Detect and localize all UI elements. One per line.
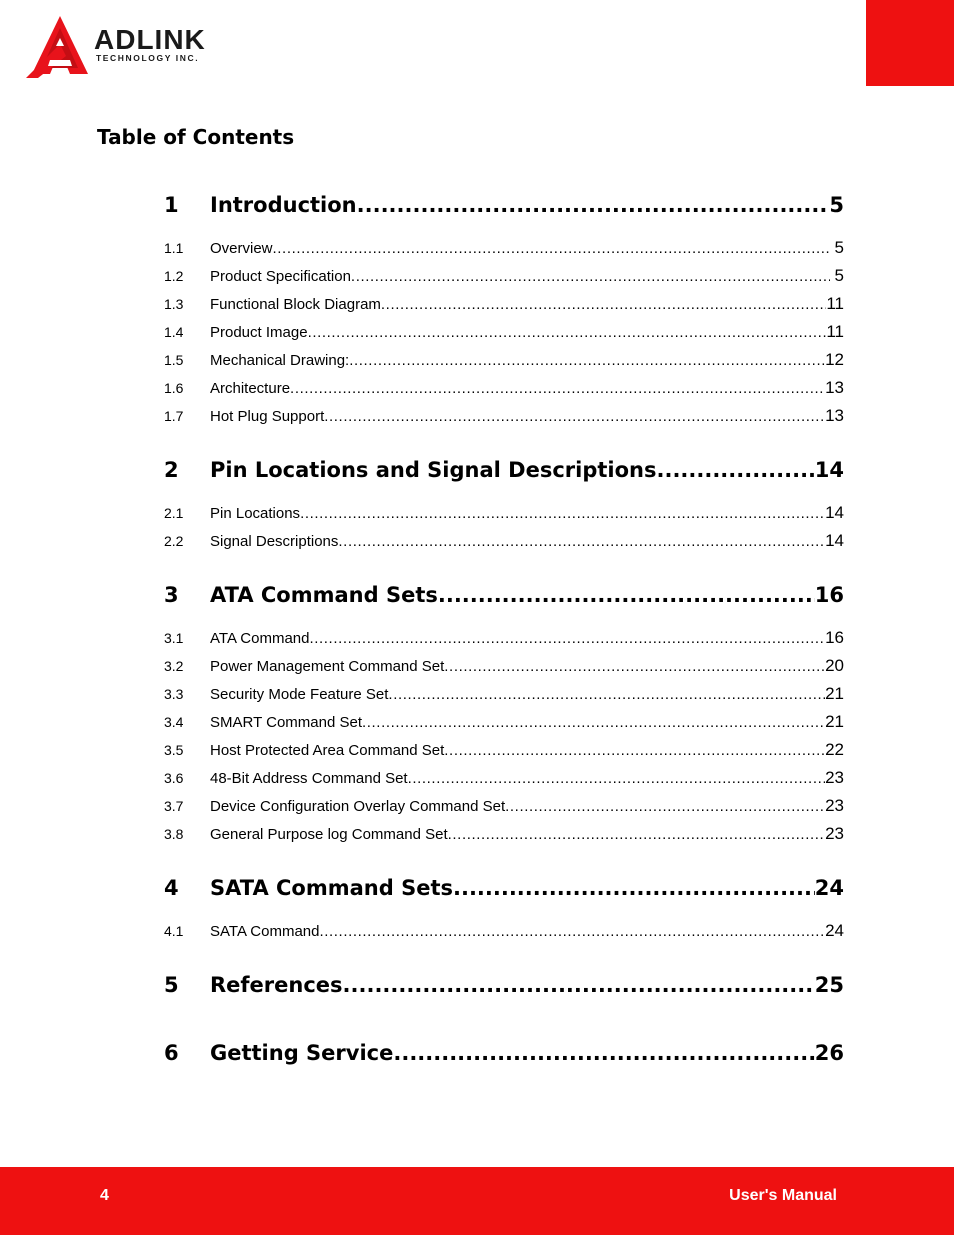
toc-section-entry[interactable]	[164, 656, 844, 676]
toc-entry-page: 23	[825, 824, 844, 843]
toc-dot-leader	[381, 296, 826, 313]
toc-entry-number: 1.3	[164, 296, 184, 312]
toc-entry-label: Mechanical Drawing:	[210, 352, 350, 369]
toc-section-entry[interactable]	[164, 350, 844, 370]
toc-entry-number: 3.8	[164, 826, 184, 842]
toc-entry-number: 1.1	[164, 240, 184, 256]
toc-entry-label: Functional Block Diagram	[210, 296, 381, 313]
toc-dot-leader	[393, 1041, 814, 1065]
toc-entry-page: 13	[825, 406, 844, 425]
toc-section-entry[interactable]	[164, 378, 844, 398]
toc-entry-number: 1.5	[164, 352, 184, 368]
toc-section-entry[interactable]	[164, 628, 844, 648]
toc-section-entry[interactable]	[164, 740, 844, 760]
toc-entry-label: Signal Descriptions	[210, 533, 339, 550]
toc-entry-label: Introduction	[210, 193, 357, 217]
toc-dot-leader	[351, 268, 830, 285]
header-red-block	[866, 0, 954, 86]
toc-dot-leader	[388, 686, 825, 703]
toc-entry-page: 24	[825, 921, 844, 940]
toc-entry-page: 23	[825, 796, 844, 815]
toc-entry-label: ATA Command	[210, 630, 310, 647]
toc-entry-number: 3.3	[164, 686, 184, 702]
toc-entry-number: 3	[164, 583, 179, 607]
adlink-logo	[26, 16, 236, 80]
toc-section-entry[interactable]	[164, 768, 844, 788]
toc-entry-page: 11	[826, 294, 844, 313]
toc-entry-page: 5	[829, 266, 844, 285]
toc-entry-number: 2.2	[164, 533, 184, 549]
toc-entry-number: 3.1	[164, 630, 184, 646]
toc-dot-leader	[343, 973, 815, 997]
toc-section-entry[interactable]	[164, 238, 844, 258]
footer-bar	[0, 1167, 954, 1235]
toc-dot-leader	[656, 458, 814, 482]
toc-entry-label: Security Mode Feature Set	[210, 686, 389, 703]
logo-subtitle: TECHNOLOGY INC.	[96, 53, 200, 63]
toc-entry-label: Product Specification	[210, 268, 351, 285]
toc-section-entry[interactable]	[164, 921, 844, 941]
toc-dot-leader	[438, 583, 815, 607]
footer-page-number: 4	[100, 1187, 109, 1204]
toc-entry-number: 3.7	[164, 798, 184, 814]
toc-entry-label: ATA Command Sets	[210, 583, 438, 607]
toc-entry-page: 21	[825, 684, 844, 703]
toc-entry-page: 11	[826, 322, 844, 341]
toc-entry-page: 5	[829, 193, 844, 217]
toc-entry-number: 1.2	[164, 268, 184, 284]
toc-dot-leader	[319, 923, 825, 940]
toc-entry-page: 21	[825, 712, 844, 731]
toc-entry-number: 2.1	[164, 505, 184, 521]
toc-dot-leader	[362, 714, 825, 731]
toc-entry-number: 2	[164, 458, 179, 482]
logo-wordmark: ADLINK	[94, 24, 206, 55]
toc-entry-number: 4	[164, 876, 179, 900]
footer-manual-label: User's Manual	[729, 1187, 837, 1204]
toc-entry-label: SMART Command Set	[210, 714, 362, 731]
toc-chapter-entry[interactable]	[164, 583, 844, 611]
toc-entry-number: 3.2	[164, 658, 184, 674]
toc-section-entry[interactable]	[164, 406, 844, 426]
toc-dot-leader	[324, 408, 825, 425]
adlink-triangle-icon	[26, 16, 90, 78]
toc-dot-leader	[444, 742, 825, 759]
toc-entry-page: 22	[825, 740, 844, 759]
toc-section-entry[interactable]	[164, 322, 844, 342]
toc-section-entry[interactable]	[164, 294, 844, 314]
toc-entry-label: Device Configuration Overlay Command Set	[210, 798, 506, 815]
toc-entry-number: 5	[164, 973, 179, 997]
toc-entry-label: 48-Bit Address Command Set	[210, 770, 408, 787]
toc-entry-page: 14	[814, 458, 844, 482]
toc-entry-page: 14	[825, 531, 844, 550]
toc-entry-number: 1.7	[164, 408, 184, 424]
toc-entry-page: 16	[825, 628, 844, 647]
toc-entry-label: Power Management Command Set	[210, 658, 445, 675]
toc-entry-page: 25	[814, 973, 844, 997]
toc-chapter-entry[interactable]	[164, 1041, 844, 1069]
toc-entry-label: Architecture	[210, 380, 291, 397]
toc-dot-leader	[290, 380, 825, 397]
toc-section-entry[interactable]	[164, 824, 844, 844]
toc-entry-label: Product Image	[210, 324, 308, 341]
toc-entry-label: SATA Command Sets	[210, 876, 453, 900]
toc-dot-leader	[308, 324, 827, 341]
toc-chapter-entry[interactable]	[164, 458, 844, 486]
toc-dot-leader	[338, 533, 825, 550]
toc-entry-label: Pin Locations and Signal Descriptions	[210, 458, 657, 482]
toc-entry-number: 3.5	[164, 742, 184, 758]
toc-entry-label: Pin Locations	[210, 505, 301, 522]
toc-section-entry[interactable]	[164, 531, 844, 551]
toc-entry-number: 1	[164, 193, 179, 217]
toc-dot-leader	[453, 876, 815, 900]
toc-entry-page: 13	[825, 378, 844, 397]
toc-dot-leader	[357, 193, 830, 217]
toc-dot-leader	[444, 658, 825, 675]
toc-entry-page: 12	[825, 350, 844, 369]
toc-entry-page: 26	[814, 1041, 844, 1065]
toc-entry-label: General Purpose log Command Set	[210, 826, 448, 843]
toc-entry-label: SATA Command	[210, 923, 320, 940]
toc-chapter-entry[interactable]	[164, 193, 844, 221]
toc-entry-number: 4.1	[164, 923, 184, 939]
toc-entry-label: References	[210, 973, 343, 997]
toc-dot-leader	[349, 352, 825, 369]
toc-section-entry[interactable]	[164, 712, 844, 732]
toc-entry-label: Host Protected Area Command Set	[210, 742, 445, 759]
toc-dot-leader	[300, 505, 825, 522]
toc-dot-leader	[505, 798, 825, 815]
toc-title: Table of Contents	[97, 125, 295, 149]
toc-entry-number: 6	[164, 1041, 179, 1065]
toc-section-entry[interactable]	[164, 684, 844, 704]
toc-entry-page: 23	[825, 768, 844, 787]
toc-entry-number: 3.6	[164, 770, 184, 786]
toc-dot-leader	[448, 826, 825, 843]
toc-entry-number: 3.4	[164, 714, 184, 730]
toc-entry-page: 20	[825, 656, 844, 675]
toc-entry-number: 1.6	[164, 380, 184, 396]
toc-entry-page: 16	[814, 583, 844, 607]
toc-entry-page: 5	[829, 238, 844, 257]
toc-dot-leader	[273, 240, 830, 257]
toc-entry-page: 14	[825, 503, 844, 522]
toc-section-entry[interactable]	[164, 796, 844, 816]
toc-entry-page: 24	[814, 876, 844, 900]
toc-dot-leader	[309, 630, 825, 647]
toc-dot-leader	[408, 770, 825, 787]
toc-chapter-entry[interactable]	[164, 973, 844, 1001]
toc-entry-label: Getting Service	[210, 1041, 394, 1065]
toc-entry-label: Hot Plug Support	[210, 408, 325, 425]
toc-section-entry[interactable]	[164, 266, 844, 286]
toc-section-entry[interactable]	[164, 503, 844, 523]
toc-entry-label: Overview	[210, 240, 273, 257]
toc-chapter-entry[interactable]	[164, 876, 844, 904]
toc-entry-number: 1.4	[164, 324, 184, 340]
